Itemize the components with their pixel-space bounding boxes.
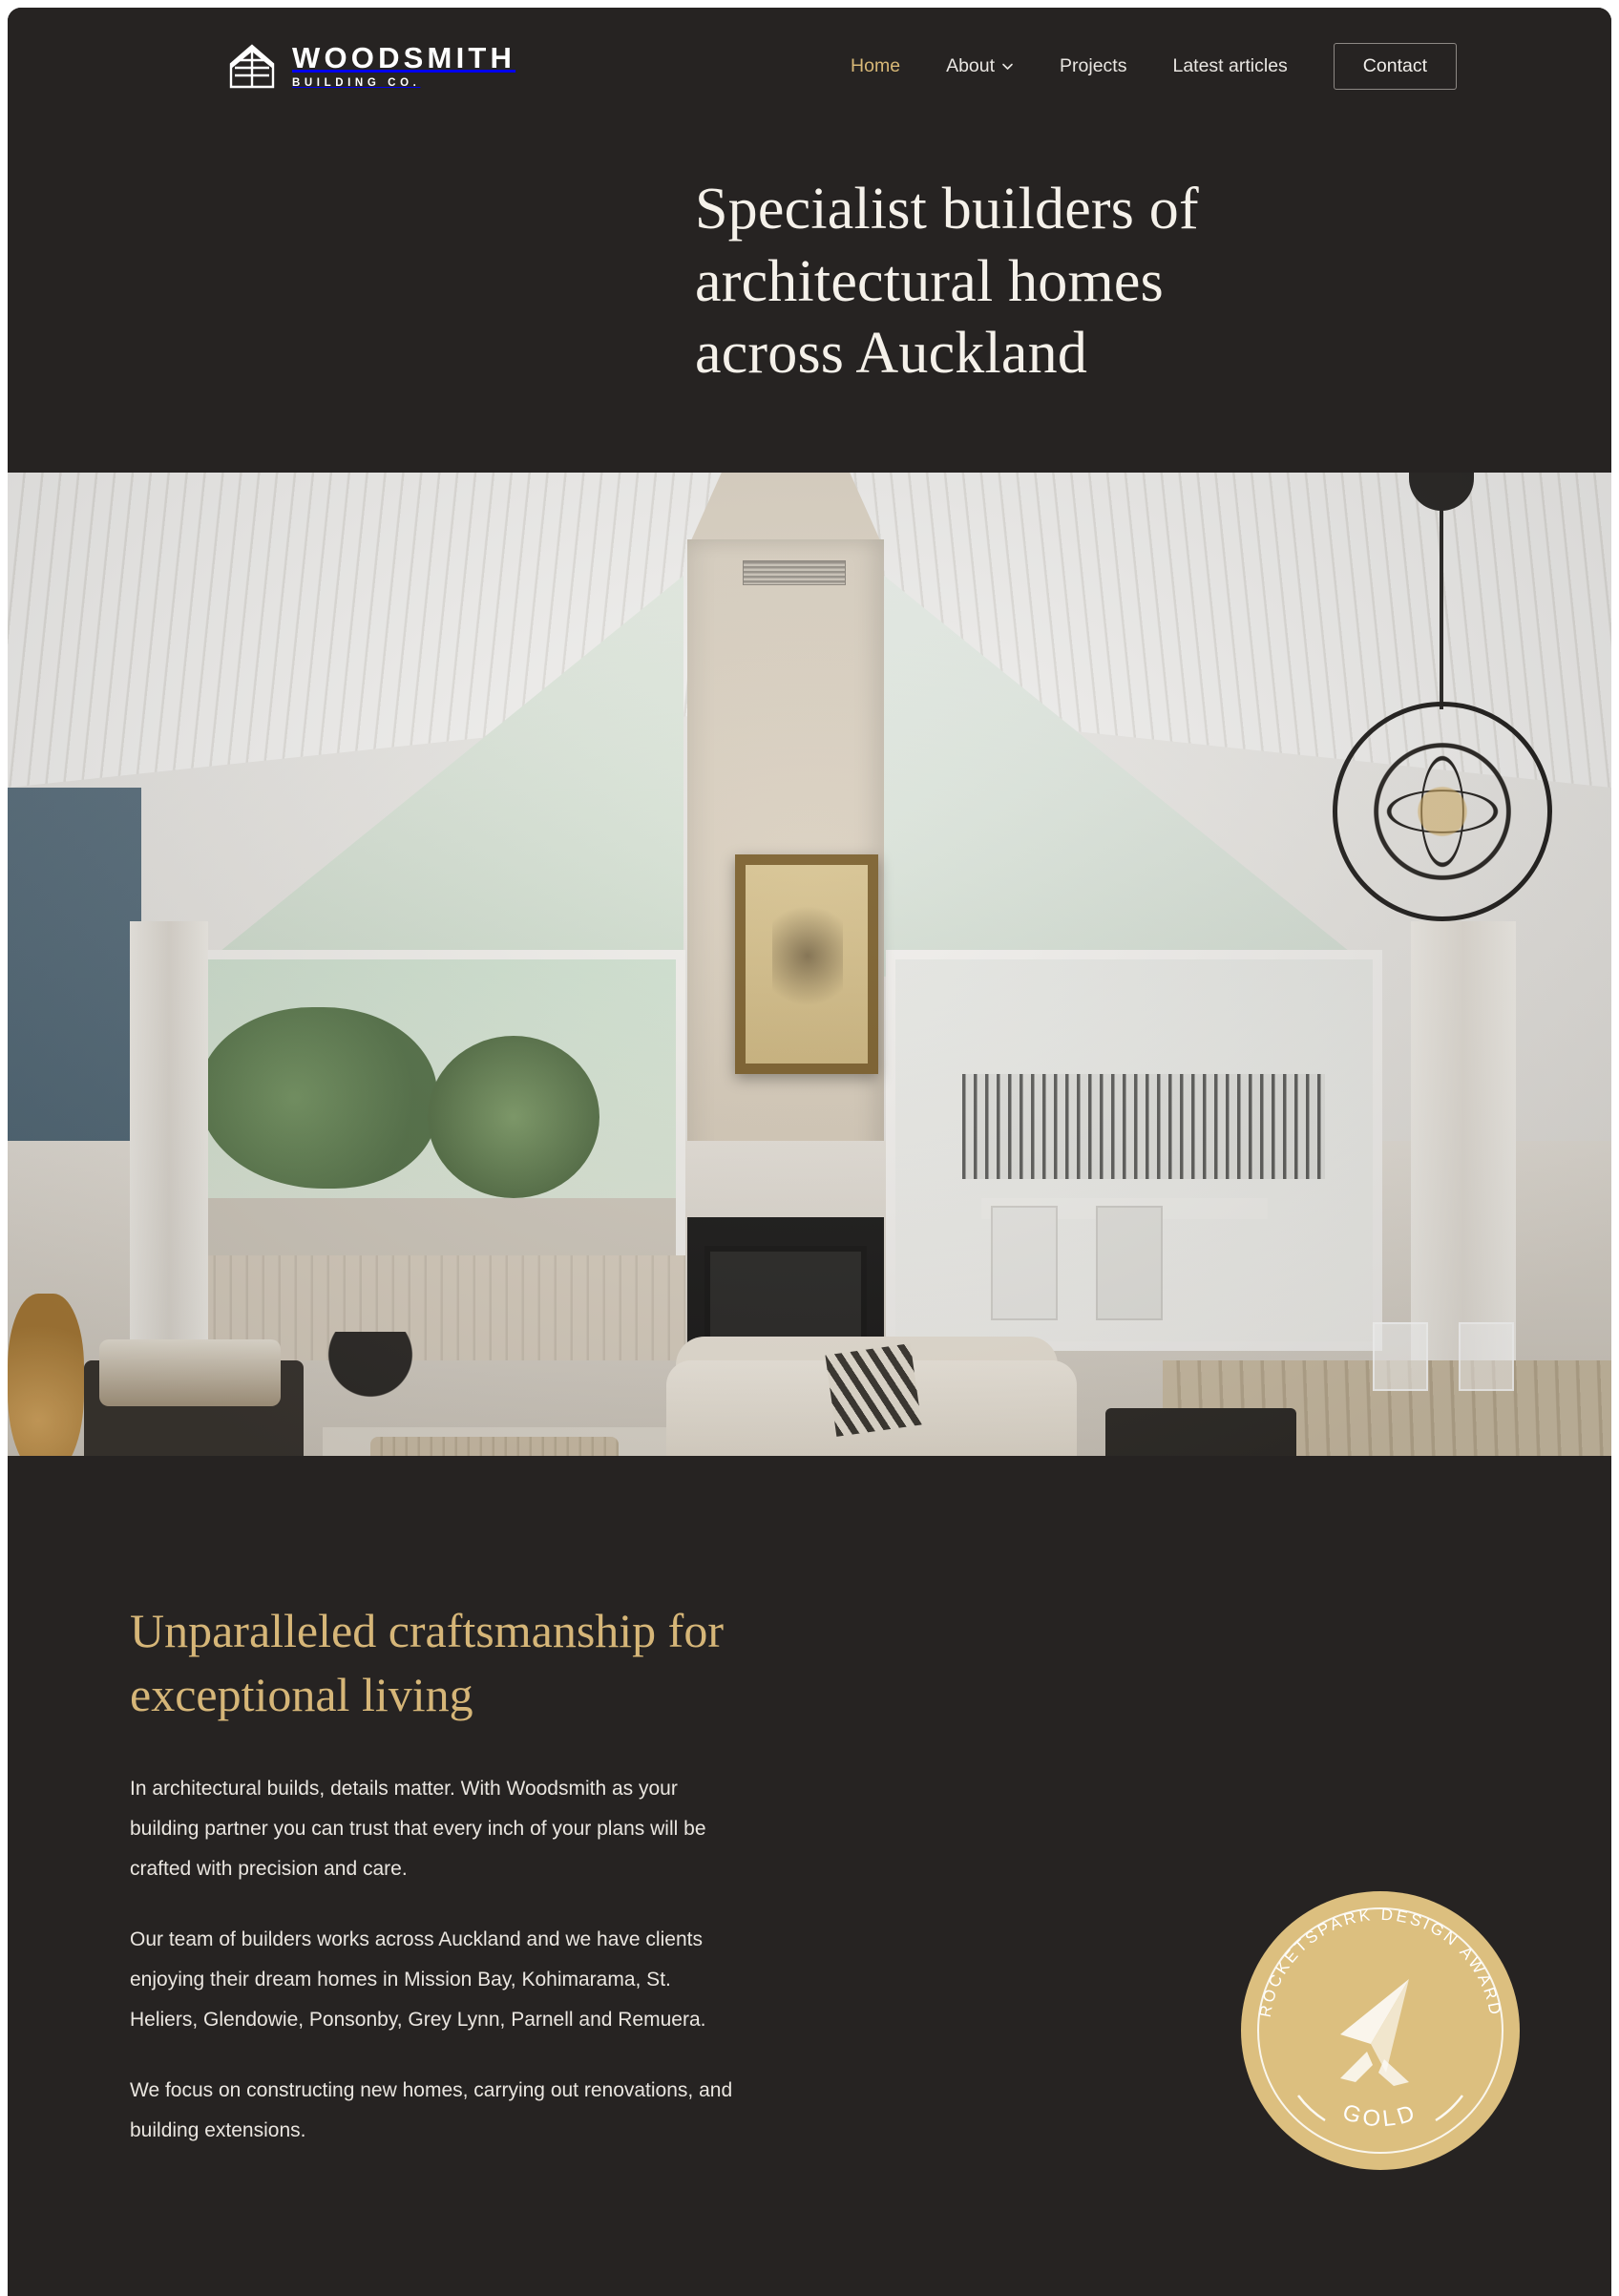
house-roof-icon (225, 39, 279, 93)
badge-arc-text: ROCKETSPARK DESIGN AWARD (1255, 1905, 1505, 2019)
rocketspark-design-award-badge (1241, 1891, 1520, 2170)
nav-item-projects[interactable] (1037, 55, 1149, 77)
brand-tagline: BUILDING CO. (292, 76, 421, 89)
nav-item-projects-label: Projects (1060, 54, 1127, 76)
intro-section (8, 1456, 1611, 2296)
site-header (8, 8, 1611, 124)
award-badge-graphic (1241, 1891, 1520, 2170)
brand-logo-link[interactable] (225, 39, 515, 93)
hero-title: Specialist builders of architectural homes across Auckland (695, 177, 1199, 387)
nav-item-home-label: Home (851, 54, 901, 76)
hero-image-vignette (8, 473, 1611, 1456)
intro-text-column (8, 1599, 733, 2151)
nav-item-about[interactable] (923, 55, 1037, 77)
nav-item-about-label: About (946, 54, 996, 76)
intro-paragraph-3: We focus on constructing new homes, carrying out renovations, and building extensions. (130, 2078, 733, 2141)
intro-paragraph-1: In architectural builds, details matter. With Woodsmith as your building partner you can trust that every inch of your plans will be crafted with precision and care. (130, 1777, 706, 1880)
badge-tier-text: GOLD (1339, 2098, 1421, 2133)
nav-item-home[interactable] (828, 55, 923, 77)
chevron-down-icon (1001, 60, 1014, 73)
main-navigation (828, 43, 1573, 90)
intro-paragraph-2: Our team of builders works across Auckland and we have clients enjoying their dream homes in Mission Bay, Kohimarama, St. Heliers, Glendowie, Ponsonby, Grey Lynn, Parnell and Remuera. (130, 1927, 706, 2031)
contact-button[interactable]: Contact (1334, 43, 1457, 90)
hero-section (8, 124, 1611, 473)
section-title: Unparalleled craftsmanship for exceptional living (130, 1603, 724, 1721)
nav-item-latest-articles[interactable] (1149, 55, 1310, 77)
brand-text (292, 40, 516, 90)
website-frame (8, 8, 1611, 2296)
nav-item-latest-articles-label: Latest articles (1172, 54, 1288, 76)
brand-name: WOODSMITH (292, 40, 516, 74)
hero-image (8, 473, 1611, 1456)
